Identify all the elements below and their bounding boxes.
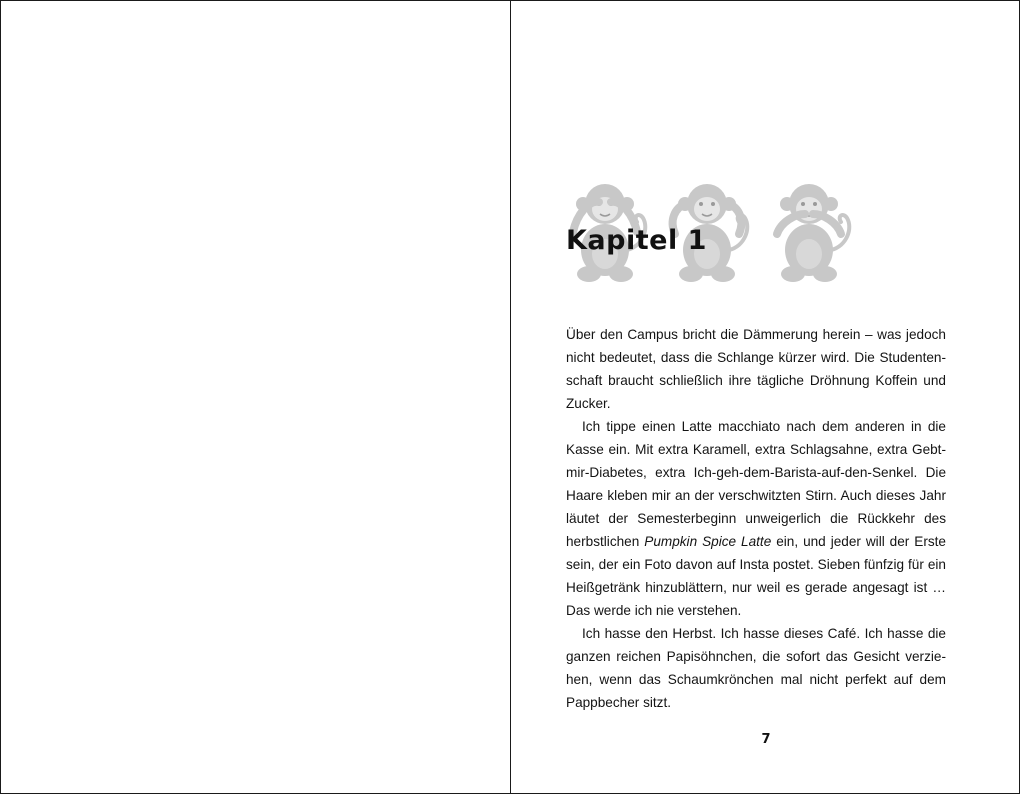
- italic-phrase: Pumpkin Spice Latte: [644, 534, 772, 549]
- text-segment: Über den Campus bricht die Dämmerung herein – was jedoch nicht bedeutet, dass die Schlange kürzer wird. Die Studentenschaft braucht schließlich ihre tägliche Dröhnung Koffein und Zucker.: [566, 327, 946, 411]
- text-segment: Ich tippe einen Latte macchiato nach dem anderen in die Kasse ein. Mit extra Karamell, extra Schlagsahne, extra Gebtmir-Diabetes, extra Ich-geh-dem-Barista-auf-den-Senkel. Die Haare kleben mir an der verschwitzten Stirn. Auch dieses Jahr läutet der Semesterbeginn unweigerlich die Rückkehr des herbstlichen: [566, 419, 946, 549]
- chapter-title: Kapitel 1: [566, 225, 707, 256]
- text-segment: ein, und jeder will der Erste sein, der ein Foto davon auf Insta postet. Sieben fünfzig für ein Heißgetränk hinzublättern, nur weil es gerade angesagt ist … Das werde ich nie verstehen.: [566, 534, 946, 618]
- chapter-body-text: [566, 323, 946, 714]
- page-number: 7: [761, 732, 771, 747]
- paragraph-1: [566, 323, 946, 415]
- left-page-blank: [1, 1, 509, 792]
- paragraph-2: [566, 415, 946, 622]
- text-segment: Ich hasse den Herbst. Ich hasse dieses Café. Ich hasse die ganzen reichen Papisöhnchen, die sofort das Gesicht verziehen, wenn das Schaumkrönchen mal nicht perfekt auf dem Pappbecher sitzt.: [566, 626, 946, 710]
- paragraph-3: [566, 622, 946, 714]
